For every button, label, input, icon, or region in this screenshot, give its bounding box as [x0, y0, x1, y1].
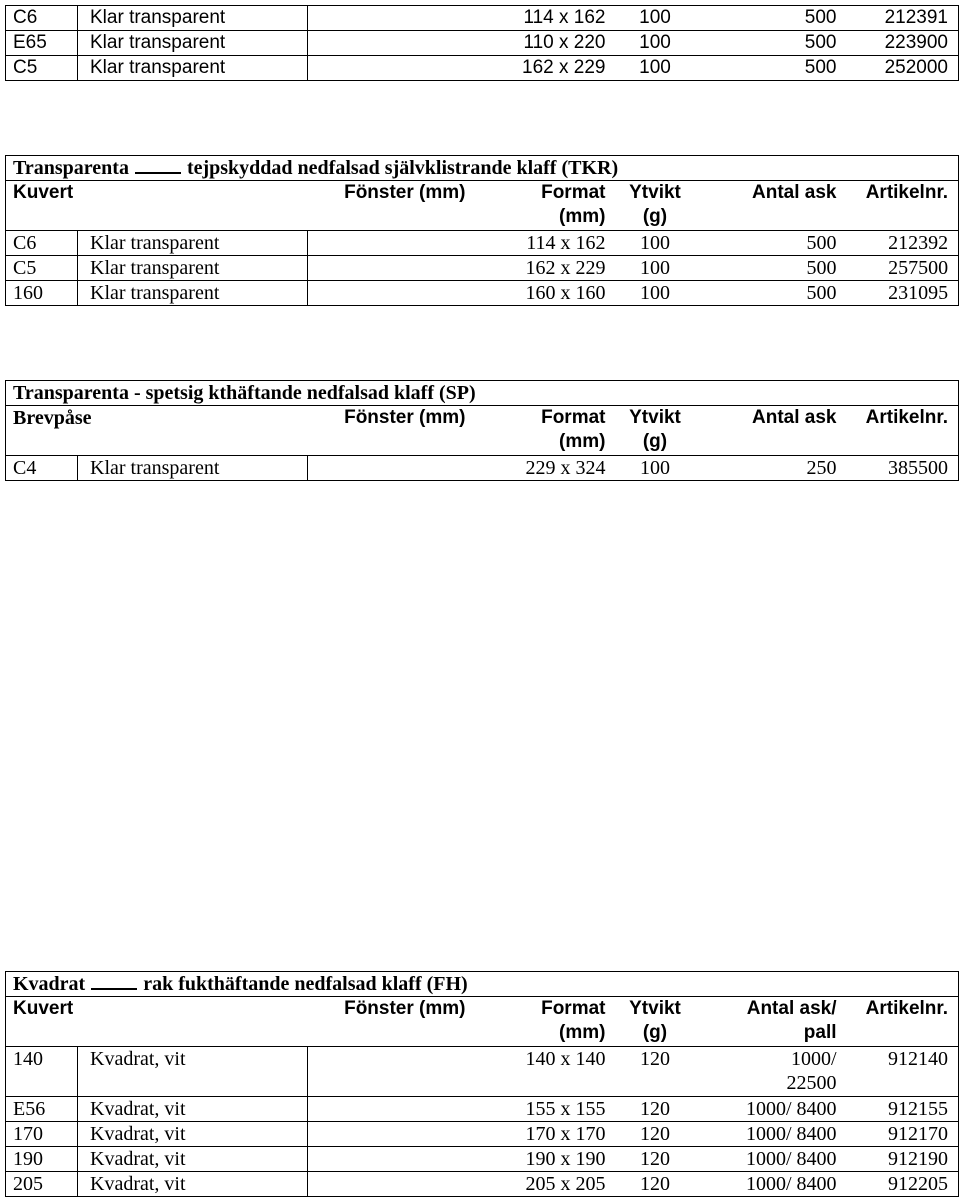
- cell-article: 912170: [844, 1122, 959, 1147]
- cell-window: Kvadrat, vit: [78, 1122, 308, 1147]
- header-weight-label: Ytvikt (g): [629, 998, 681, 1043]
- cell-quantity: 500: [698, 256, 844, 281]
- cell-size: C4: [6, 456, 78, 481]
- cell-article: 212391: [844, 6, 959, 31]
- table-row: [6, 281, 959, 306]
- cell-window: Klar transparent: [78, 281, 308, 306]
- cell-format: 114 x 162: [308, 6, 613, 31]
- sp-table: [5, 380, 959, 481]
- table-row: [6, 1122, 959, 1147]
- cell-size: C6: [6, 6, 78, 31]
- cell-size: 140: [6, 1047, 78, 1097]
- table-row: [6, 456, 959, 481]
- cell-weight: 120: [613, 1122, 698, 1147]
- cell-weight: 100: [613, 31, 698, 56]
- cell-format: 162 x 229: [308, 256, 613, 281]
- header-quantity-label: Antal ask/ pall: [746, 998, 837, 1043]
- table-row: [6, 231, 959, 256]
- header-article: Artikelnr.: [844, 997, 959, 1047]
- cell-article: 385500: [844, 456, 959, 481]
- cell-size: 170: [6, 1122, 78, 1147]
- cell-size: 205: [6, 1172, 78, 1197]
- header-format-label: Format (mm): [541, 998, 606, 1043]
- cell-weight: 100: [613, 56, 698, 81]
- underline-gap: [135, 172, 181, 174]
- title-lead: Transparenta: [13, 157, 129, 179]
- table-title-row: [6, 381, 959, 406]
- cell-window: Klar transparent: [78, 231, 308, 256]
- table-header-row: [6, 181, 959, 231]
- cell-quantity: 500: [698, 56, 844, 81]
- cell-article: 912140: [844, 1047, 959, 1097]
- header-format: [471, 181, 613, 231]
- cell-article: 231095: [844, 281, 959, 306]
- table-row: [6, 1147, 959, 1172]
- cell-quantity: 1000/ 8400: [698, 1122, 844, 1147]
- header-quantity: [698, 181, 844, 231]
- header-article: Artikelnr.: [844, 406, 959, 456]
- cell-quantity-value: 1000/ 22500: [786, 1048, 837, 1094]
- cell-window: Klar transparent: [78, 56, 308, 81]
- cell-format: 114 x 162: [308, 231, 613, 256]
- cell-window: Kvadrat, vit: [78, 1172, 308, 1197]
- header-window: Fönster (mm): [308, 406, 471, 456]
- cell-size: 190: [6, 1147, 78, 1172]
- header-format-label: Format (mm): [541, 407, 606, 452]
- table-title: [6, 972, 959, 997]
- tkr-table: [5, 155, 959, 306]
- cell-window: Klar transparent: [78, 6, 308, 31]
- cell-format: 190 x 190: [308, 1147, 613, 1172]
- fh-table: [5, 971, 959, 1197]
- cell-window: Klar transparent: [78, 256, 308, 281]
- table-row: [6, 6, 959, 31]
- cell-format: 140 x 140: [308, 1047, 613, 1097]
- table-header-row: [6, 406, 959, 456]
- title-lead: Kvadrat: [13, 973, 86, 995]
- cell-size: E65: [6, 31, 78, 56]
- table-title-row: [6, 156, 959, 181]
- table-title: [6, 156, 959, 181]
- cell-size: C6: [6, 231, 78, 256]
- header-window: Fönster (mm): [308, 997, 471, 1047]
- cell-article: 252000: [844, 56, 959, 81]
- cell-article: 912190: [844, 1147, 959, 1172]
- cell-weight: 100: [613, 231, 698, 256]
- cell-weight: 100: [613, 281, 698, 306]
- cell-article: 257500: [844, 256, 959, 281]
- cell-article: 223900: [844, 31, 959, 56]
- header-window: Fönster (mm): [308, 181, 471, 231]
- table-row: [6, 1047, 959, 1097]
- cell-window: Kvadrat, vit: [78, 1147, 308, 1172]
- cell-quantity: 1000/ 8400: [698, 1097, 844, 1122]
- header-weight-label: Ytvikt (g): [629, 407, 681, 452]
- cell-weight: 100: [613, 6, 698, 31]
- cell-format: 162 x 229: [308, 56, 613, 81]
- title-rest: tejpskyddad nedfalsad självklistrande klaff (TKR): [186, 157, 619, 179]
- header-article: Artikelnr.: [844, 181, 959, 231]
- cell-format: 205 x 205: [308, 1172, 613, 1197]
- cell-size: 160: [6, 281, 78, 306]
- cell-weight: 100: [613, 456, 698, 481]
- cell-size: C5: [6, 256, 78, 281]
- cell-weight: 120: [613, 1097, 698, 1122]
- cell-format: 229 x 324: [308, 456, 613, 481]
- table-header-row: [6, 997, 959, 1047]
- cell-quantity: 500: [698, 31, 844, 56]
- underline-gap: [91, 988, 137, 990]
- header-quantity-label: Antal ask: [752, 407, 837, 428]
- cell-article: 912205: [844, 1172, 959, 1197]
- header-envelope: Kuvert: [6, 181, 308, 231]
- cell-article: 212392: [844, 231, 959, 256]
- cell-quantity: 250: [698, 456, 844, 481]
- cell-window: Klar transparent: [78, 31, 308, 56]
- table-row: [6, 1097, 959, 1122]
- cell-window: Kvadrat, vit: [78, 1047, 308, 1097]
- cell-window: Kvadrat, vit: [78, 1097, 308, 1122]
- header-envelope: Kuvert: [6, 997, 308, 1047]
- cell-size: C5: [6, 56, 78, 81]
- table-row: [6, 256, 959, 281]
- table-row: [6, 56, 959, 81]
- cell-quantity: 1000/ 8400: [698, 1172, 844, 1197]
- cell-weight: 120: [613, 1147, 698, 1172]
- header-format-label: Format (mm): [541, 182, 606, 227]
- header-weight-label: Ytvikt (g): [629, 182, 681, 227]
- continued-table: [5, 5, 959, 81]
- cell-quantity: 1000/ 8400: [698, 1147, 844, 1172]
- header-quantity: [698, 406, 844, 456]
- cell-format: 110 x 220: [308, 31, 613, 56]
- header-envelope: Brevpåse: [6, 406, 308, 456]
- cell-quantity: 500: [698, 281, 844, 306]
- table-title-row: [6, 972, 959, 997]
- table-row: [6, 1172, 959, 1197]
- table-title: Transparenta - spetsig kthäftande nedfalsad klaff (SP): [6, 381, 959, 406]
- header-weight: [613, 181, 698, 231]
- header-weight: [613, 997, 698, 1047]
- cell-weight: 120: [613, 1047, 698, 1097]
- cell-weight: 120: [613, 1172, 698, 1197]
- header-quantity: [698, 997, 844, 1047]
- header-format: [471, 997, 613, 1047]
- cell-weight: 100: [613, 256, 698, 281]
- cell-format: 170 x 170: [308, 1122, 613, 1147]
- cell-size: E56: [6, 1097, 78, 1122]
- table-row: [6, 31, 959, 56]
- title-rest: rak fukthäftande nedfalsad klaff (FH): [143, 973, 468, 995]
- cell-quantity: [698, 1047, 844, 1097]
- cell-quantity: 500: [698, 6, 844, 31]
- cell-format: 155 x 155: [308, 1097, 613, 1122]
- cell-window: Klar transparent: [78, 456, 308, 481]
- header-format: [471, 406, 613, 456]
- cell-article: 912155: [844, 1097, 959, 1122]
- header-weight: [613, 406, 698, 456]
- header-quantity-label: Antal ask: [752, 182, 837, 203]
- cell-quantity: 500: [698, 231, 844, 256]
- cell-format: 160 x 160: [308, 281, 613, 306]
